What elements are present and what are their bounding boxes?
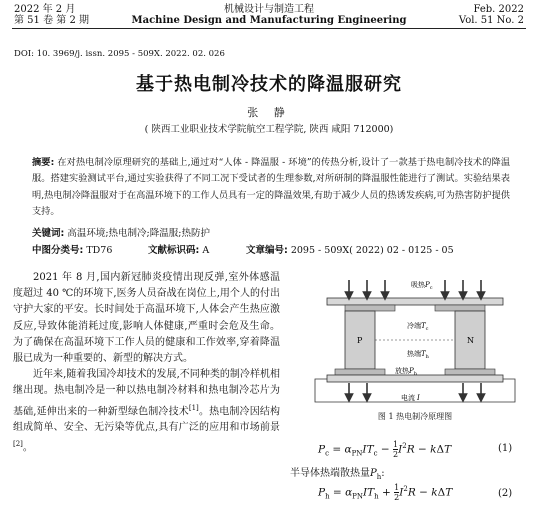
equation-1: $P_c = \alpha_{PN}IT_c$ − $\frac{1}{2}$ $I^2R - k\Delta T$ <box>318 440 452 459</box>
paragraph-1: 2021 年 8 月,国内新冠肺炎疫情出现反弹,室外体感温度超过 40 ℃的环境下,医务人员奋战在岗位上,用个人的付出守护大家的平安。长时间处于高温环境下,人体会产生热应激反应,导致体能消耗过度,影响人体健康,严重时会危及生命。为了确保在高温环境下工作人员的健康和工作效率,穿着降温服已成为一种重要的、新型的解决方式。 <box>13 272 280 365</box>
paper-title: 基于热电制冷技术的降温服研究 <box>136 74 402 95</box>
article-value: 2095 - 509X( 2022) 02 - 0125 - 05 <box>290 245 454 256</box>
paragraph-2-cont: 。热电制冷因结构组成简单、安全、无污染等优点,具有广泛的应用和市场前景 <box>13 405 280 434</box>
header-date: 2022 年 2 月 <box>14 4 76 15</box>
thermoelectric-diagram <box>305 276 525 406</box>
figure-caption: 图 1 热电制冷原理图 <box>377 412 453 421</box>
header-center <box>120 4 418 26</box>
clc-value: TD76 <box>86 245 113 256</box>
equation-2-intro: 半导体热端散热量$P_h$: <box>290 468 385 481</box>
header-date-en: Feb. 2022 <box>473 4 524 15</box>
abstract <box>32 155 510 220</box>
header-right <box>459 4 524 26</box>
abstract-label: 摘要: <box>32 157 55 168</box>
p-label: P <box>357 336 363 345</box>
keywords-text: 高温环境;热电制冷;降温服;热防护 <box>67 228 210 239</box>
doc-value: A <box>202 245 210 256</box>
article-number <box>246 242 454 256</box>
author: 张 静 <box>247 106 291 119</box>
cold-end-label: 冷端$T_c$ <box>407 322 429 332</box>
paragraph-2 <box>13 367 280 457</box>
header-left <box>14 4 89 26</box>
current-label: 电流 I <box>401 394 420 402</box>
absorb-label: 吸热$P_c$ <box>411 281 433 291</box>
header-volume-en: Vol. 51 No. 2 <box>458 15 524 26</box>
header-rule <box>12 28 526 29</box>
equation-2-number: (2) <box>498 488 513 499</box>
equation-2-intro-text: 半导体热端散热量 <box>290 468 370 479</box>
body-text <box>13 270 280 457</box>
clc-label: 中图分类号: <box>32 245 84 256</box>
paragraph-2-text: 近年来,随着我国冷却技术的发展,不同种类的制冷样机相继出现。热电制冷是一种以热电制冷材料和热电制冷芯片为基础,延伸出来的一种新型绿色制冷技术 <box>13 369 280 417</box>
top-plate <box>327 298 503 305</box>
citation-2: [2] <box>13 440 23 449</box>
keywords <box>32 225 210 239</box>
citation-1: [1] <box>188 403 199 412</box>
affiliation: ( 陕西工业职业技术学院航空工程学院, 陕西 咸阳 712000) <box>144 124 394 135</box>
hot-end-label: 热端$T_h$ <box>407 350 429 360</box>
header-volume: 第 51 卷 第 2 期 <box>14 15 89 26</box>
journal-name-en: Machine Design and Manufacturing Engineering <box>131 15 407 26</box>
release-label: 放热$P_h$ <box>395 367 417 377</box>
equation-2: $P_h = \alpha_{PN}IT_h$ + $\frac{1}{2}$ $I^2R - k\Delta T$ <box>318 483 453 502</box>
keywords-label: 关键词: <box>32 228 65 239</box>
doc-label: 文献标识码: <box>148 245 200 256</box>
clc-number <box>32 242 112 256</box>
n-label: N <box>467 336 474 345</box>
abstract-text: 在对热电制冷原理研究的基础上,通过对“人体 - 降温服 - 环境”的传热分析,设计了一款基于热电制冷技术的降温服。搭建实验测试平台,通过实验获得了不同工况下受试者的生理参数,对所研制的降温服性能进行了测试。实验结果表明,热电制冷降温服对于在高温环境下的工作人员具有一定的降温效果,有助于减少人员的热诱发疾病,可为热害防护提供支持。 <box>32 157 511 217</box>
equation-1-number: (1) <box>498 443 513 454</box>
article-label: 文章编号: <box>246 245 288 256</box>
paragraph-2-end: 。 <box>22 442 33 454</box>
doc-code <box>148 242 209 256</box>
doi: DOI: 10. 3969/j. issn. 2095 - 509X. 2022. 02. 026 <box>14 49 225 59</box>
journal-name-cn: 机械设计与制造工程 <box>224 4 314 15</box>
